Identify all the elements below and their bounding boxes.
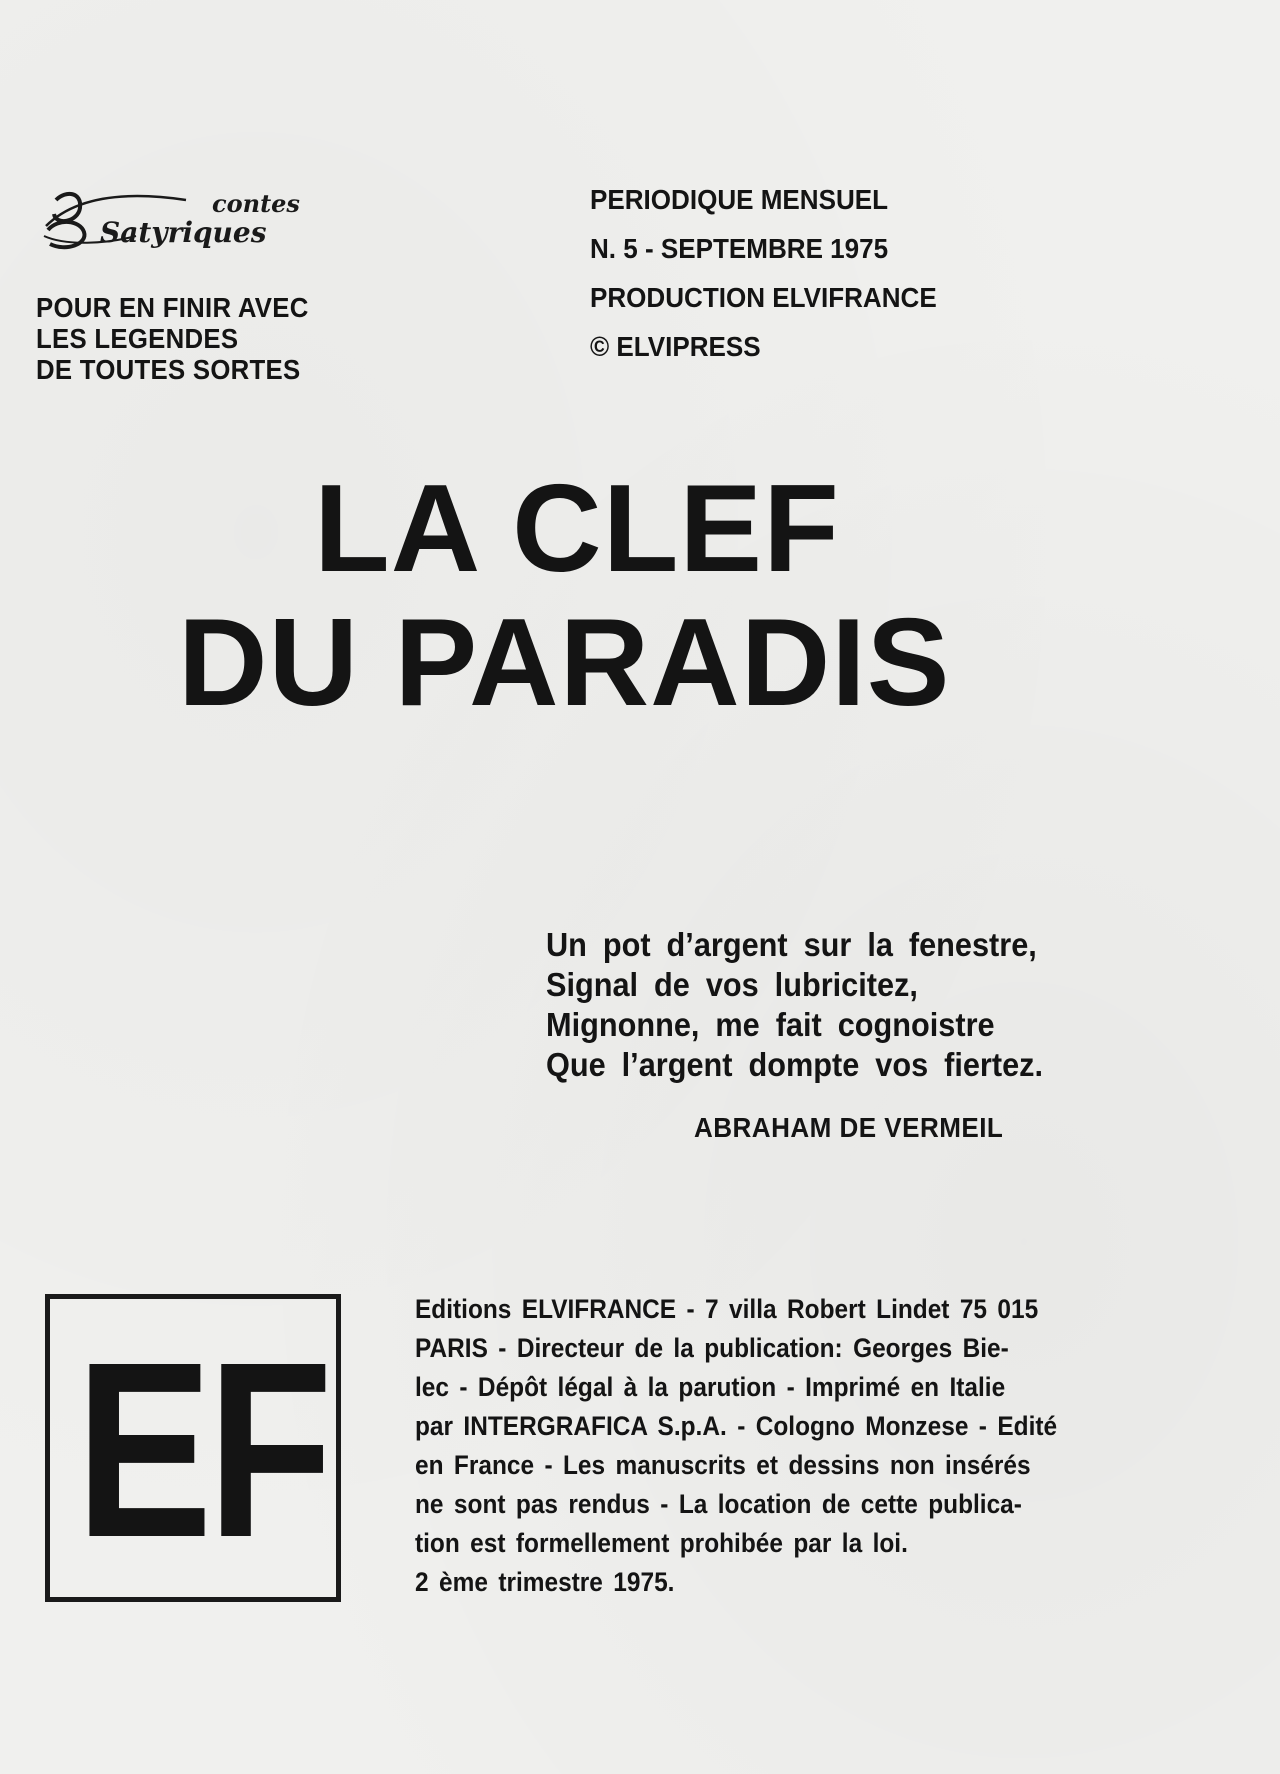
logo-line1: contes bbox=[212, 189, 300, 218]
production: PRODUCTION ELVIFRANCE bbox=[590, 282, 937, 313]
poem-line: Que l’argent dompte vos fiertez. bbox=[546, 1046, 1044, 1083]
poem-author: ABRAHAM DE VERMEIL bbox=[694, 1112, 1004, 1143]
logo-graphic bbox=[36, 186, 356, 256]
tagline-line: LES LEGENDES bbox=[36, 323, 239, 354]
imprint-line: tion est formellement prohibée par la loi. bbox=[415, 1528, 908, 1558]
tagline bbox=[36, 292, 422, 385]
copyright: © ELVIPRESS bbox=[590, 331, 761, 362]
periodicity: PERIODIQUE MENSUEL bbox=[590, 184, 889, 215]
tagline-line: POUR EN FINIR AVEC bbox=[36, 292, 309, 323]
imprint-line: PARIS - Directeur de la publication: Georges Bie- bbox=[415, 1333, 1009, 1363]
publication-info bbox=[590, 184, 1074, 380]
imprint-line: Editions ELVIFRANCE - 7 villa Robert Lindet 75 015 bbox=[415, 1294, 1039, 1324]
issue-number: N. 5 - SEPTEMBRE 1975 bbox=[590, 233, 889, 264]
epigraph-poem bbox=[546, 925, 1197, 1085]
imprint-line: lec - Dépôt légal à la parution - Imprimé en Italie bbox=[415, 1372, 1006, 1402]
contes-satyriques-logo bbox=[36, 186, 356, 256]
title-line1: LA CLEF bbox=[314, 460, 840, 598]
ef-publisher-logo bbox=[45, 1294, 341, 1602]
title-line2: DU PARADIS bbox=[178, 594, 951, 732]
ef-letters: EF bbox=[75, 1310, 328, 1589]
story-title bbox=[178, 462, 1078, 730]
tagline-line: DE TOUTES SORTES bbox=[36, 354, 301, 385]
poem-line: Mignonne, me fait cognoistre bbox=[546, 1006, 995, 1043]
poem-line: Signal de vos lubricitez, bbox=[546, 966, 918, 1003]
imprint-line: ne sont pas rendus - La location de cette publica- bbox=[415, 1489, 1022, 1519]
logo-line2: Satyriques bbox=[100, 216, 267, 249]
poem-line: Un pot d’argent sur la fenestre, bbox=[546, 926, 1037, 963]
imprint-line: en France - Les manuscrits et dessins non insérés bbox=[415, 1450, 1031, 1480]
imprint-text bbox=[415, 1290, 1121, 1602]
imprint-line: par INTERGRAFICA S.p.A. - Cologno Monzese - Edité bbox=[415, 1411, 1058, 1441]
imprint-date: 2 ème trimestre 1975. bbox=[415, 1567, 675, 1597]
